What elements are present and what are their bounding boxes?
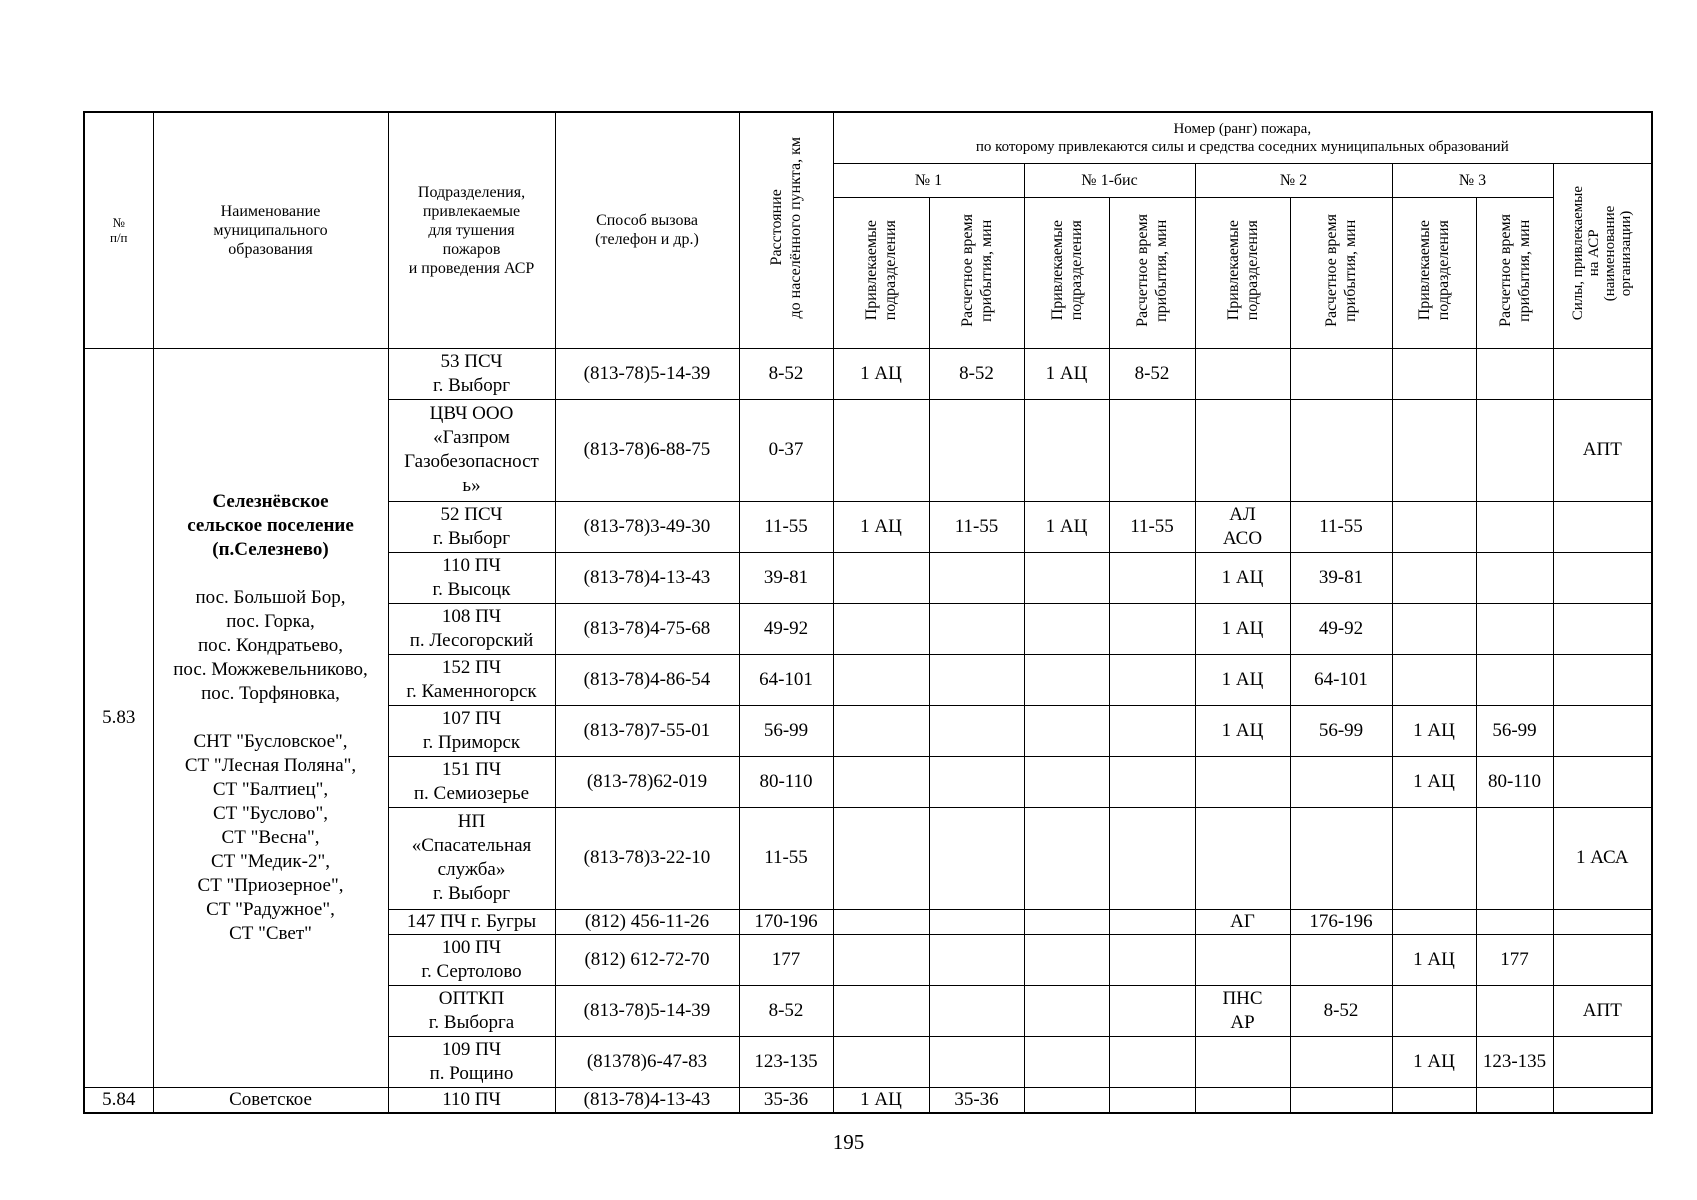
r2-units-cell	[1195, 756, 1290, 807]
header-asr-forces: Силы, привлекаемые на АСР (наименование организации)	[1553, 163, 1652, 348]
header-r1-units: Привлекаемые подразделения	[833, 197, 929, 348]
r3-units-cell: 1 АЦ	[1392, 1036, 1476, 1087]
unit-cell: НП «Спасательная служба» г. Выборг	[388, 807, 555, 909]
distance-cell: 170-196	[739, 909, 833, 934]
asr-cell	[1553, 756, 1652, 807]
unit-cell: 110 ПЧ г. Высоцк	[388, 552, 555, 603]
phone-cell: (812) 612-72-70	[555, 934, 739, 985]
r1bis-units-cell	[1024, 909, 1109, 934]
r1-time-cell	[929, 934, 1024, 985]
row-number-584: 5.84	[84, 1087, 153, 1113]
r1-units-cell	[833, 399, 929, 501]
asr-cell: АПТ	[1553, 985, 1652, 1036]
r3-time-cell	[1476, 985, 1553, 1036]
r1bis-units-cell	[1024, 654, 1109, 705]
r1bis-time-cell	[1109, 705, 1195, 756]
r1-time-cell	[929, 654, 1024, 705]
r3-time-cell	[1476, 348, 1553, 399]
r1bis-time-cell	[1109, 654, 1195, 705]
r3-time-cell	[1476, 909, 1553, 934]
r2-time-cell: 49-92	[1290, 603, 1392, 654]
header-r1-time: Расчетное время прибытия, мин	[929, 197, 1024, 348]
distance-cell: 0-37	[739, 399, 833, 501]
r2-units-cell	[1195, 1087, 1290, 1113]
asr-cell	[1553, 934, 1652, 985]
unit-cell: 107 ПЧ г. Приморск	[388, 705, 555, 756]
unit-cell: 100 ПЧ г. Сертолово	[388, 934, 555, 985]
asr-cell	[1553, 1087, 1652, 1113]
r1bis-units-cell	[1024, 756, 1109, 807]
header-rank-1: № 1	[833, 163, 1024, 197]
r1bis-time-cell	[1109, 1087, 1195, 1113]
header-units: Подразделения, привлекаемые для тушения пожаров и проведения АСР	[388, 112, 555, 348]
r1-units-cell	[833, 1036, 929, 1087]
asr-cell	[1553, 552, 1652, 603]
phone-cell: (813-78)4-75-68	[555, 603, 739, 654]
phone-cell: (813-78)5-14-39	[555, 985, 739, 1036]
r3-units-cell	[1392, 654, 1476, 705]
r1bis-units-cell	[1024, 934, 1109, 985]
r3-units-cell	[1392, 603, 1476, 654]
distance-cell: 64-101	[739, 654, 833, 705]
r3-time-cell: 177	[1476, 934, 1553, 985]
r1-units-cell	[833, 807, 929, 909]
r1-units-cell: 1 АЦ	[833, 501, 929, 552]
phone-cell: (813-78)7-55-01	[555, 705, 739, 756]
r1-time-cell	[929, 909, 1024, 934]
unit-cell: 151 ПЧ п. Семиозерье	[388, 756, 555, 807]
asr-cell	[1553, 654, 1652, 705]
r2-time-cell	[1290, 399, 1392, 501]
r1-units-cell	[833, 909, 929, 934]
r2-time-cell: 39-81	[1290, 552, 1392, 603]
fire-forces-table	[83, 111, 1653, 1114]
r2-time-cell	[1290, 1087, 1392, 1113]
distance-cell: 177	[739, 934, 833, 985]
r1-units-cell	[833, 654, 929, 705]
r3-units-cell	[1392, 348, 1476, 399]
r1-units-cell: 1 АЦ	[833, 1087, 929, 1113]
r1-units-cell	[833, 934, 929, 985]
fire-forces-table-page	[83, 111, 1651, 1110]
unit-cell: 152 ПЧ г. Каменногорск	[388, 654, 555, 705]
header-r1bis-time: Расчетное время прибытия, мин	[1109, 197, 1195, 348]
header-num: № п/п	[84, 112, 153, 348]
distance-cell: 80-110	[739, 756, 833, 807]
phone-cell: (812) 456-11-26	[555, 909, 739, 934]
r3-units-cell	[1392, 501, 1476, 552]
asr-cell	[1553, 705, 1652, 756]
r1bis-time-cell	[1109, 909, 1195, 934]
r3-units-cell: 1 АЦ	[1392, 756, 1476, 807]
unit-cell: ОПТКП г. Выборга	[388, 985, 555, 1036]
asr-cell	[1553, 1036, 1652, 1087]
r1bis-units-cell: 1 АЦ	[1024, 501, 1109, 552]
header-distance: Расстояние до населённого пункта, км	[739, 112, 833, 348]
r3-units-cell: 1 АЦ	[1392, 934, 1476, 985]
asr-cell: АПТ	[1553, 399, 1652, 501]
r1-time-cell	[929, 552, 1024, 603]
r3-units-cell	[1392, 985, 1476, 1036]
r3-time-cell	[1476, 552, 1553, 603]
r2-units-cell: ПНС АР	[1195, 985, 1290, 1036]
r1-units-cell	[833, 756, 929, 807]
distance-cell: 11-55	[739, 501, 833, 552]
r3-units-cell	[1392, 909, 1476, 934]
r1-time-cell	[929, 756, 1024, 807]
distance-cell: 35-36	[739, 1087, 833, 1113]
asr-cell	[1553, 909, 1652, 934]
r2-time-cell	[1290, 934, 1392, 985]
r1-time-cell	[929, 1036, 1024, 1087]
r3-units-cell	[1392, 1087, 1476, 1113]
r2-units-cell: 1 АЦ	[1195, 552, 1290, 603]
r1bis-units-cell	[1024, 399, 1109, 501]
distance-cell: 11-55	[739, 807, 833, 909]
municipality-name: Селезнёвское сельское поселение (п.Селезнево)	[187, 490, 354, 560]
r1-time-cell	[929, 399, 1024, 501]
r1bis-units-cell	[1024, 985, 1109, 1036]
r3-time-cell: 56-99	[1476, 705, 1553, 756]
r1bis-time-cell	[1109, 603, 1195, 654]
phone-cell: (813-78)5-14-39	[555, 348, 739, 399]
r2-time-cell: 176-196	[1290, 909, 1392, 934]
table-row	[84, 348, 1652, 399]
r1bis-time-cell	[1109, 985, 1195, 1036]
phone-cell: (813-78)4-86-54	[555, 654, 739, 705]
r2-units-cell: АЛ АСО	[1195, 501, 1290, 552]
header-r2-units: Привлекаемые подразделения	[1195, 197, 1290, 348]
r1bis-units-cell	[1024, 1036, 1109, 1087]
distance-cell: 8-52	[739, 985, 833, 1036]
r2-time-cell	[1290, 1036, 1392, 1087]
asr-cell	[1553, 348, 1652, 399]
row-number-583: 5.83	[84, 348, 153, 1087]
header-rank-2: № 2	[1195, 163, 1392, 197]
r2-units-cell	[1195, 399, 1290, 501]
r2-units-cell: 1 АЦ	[1195, 603, 1290, 654]
unit-cell: 110 ПЧ	[388, 1087, 555, 1113]
r1-units-cell: 1 АЦ	[833, 348, 929, 399]
header-fire-rank: Номер (ранг) пожара, по которому привлекаются силы и средства соседних муниципальных образований	[833, 112, 1652, 163]
distance-cell: 8-52	[739, 348, 833, 399]
r3-time-cell	[1476, 399, 1553, 501]
r3-units-cell: 1 АЦ	[1392, 705, 1476, 756]
r1bis-time-cell	[1109, 552, 1195, 603]
r1bis-time-cell	[1109, 1036, 1195, 1087]
unit-cell: 53 ПСЧ г. Выборг	[388, 348, 555, 399]
r3-time-cell: 123-135	[1476, 1036, 1553, 1087]
r1-units-cell	[833, 705, 929, 756]
table-row-584	[84, 1087, 1652, 1113]
r1bis-time-cell	[1109, 399, 1195, 501]
r3-units-cell	[1392, 807, 1476, 909]
r2-time-cell: 64-101	[1290, 654, 1392, 705]
r2-units-cell	[1195, 348, 1290, 399]
r1-time-cell	[929, 807, 1024, 909]
r1bis-units-cell: 1 АЦ	[1024, 348, 1109, 399]
header-r3-time: Расчетное время прибытия, мин	[1476, 197, 1553, 348]
header-rank-1bis: № 1-бис	[1024, 163, 1195, 197]
r1bis-time-cell	[1109, 756, 1195, 807]
r1-units-cell	[833, 985, 929, 1036]
r1bis-units-cell	[1024, 603, 1109, 654]
header-municipality: Наименование муниципального образования	[153, 112, 388, 348]
r2-units-cell	[1195, 934, 1290, 985]
r2-time-cell	[1290, 807, 1392, 909]
r1bis-time-cell: 11-55	[1109, 501, 1195, 552]
r2-units-cell	[1195, 1036, 1290, 1087]
r1-time-cell	[929, 985, 1024, 1036]
r2-units-cell: 1 АЦ	[1195, 705, 1290, 756]
r2-time-cell: 56-99	[1290, 705, 1392, 756]
settlements-list: пос. Большой Бор, пос. Горка, пос. Кондратьево, пос. Можжевельниково, пос. Торфяновка, СНТ "Бусловское", СТ "Лесная Поляна", СТ "Балтиец", СТ "Буслово", СТ "Весна", СТ "Медик-2", СТ "Приозерное", СТ "Радужное", СТ "Свет"	[173, 586, 368, 944]
phone-cell: (813-78)4-13-43	[555, 1087, 739, 1113]
r3-time-cell	[1476, 603, 1553, 654]
distance-cell: 39-81	[739, 552, 833, 603]
distance-cell: 56-99	[739, 705, 833, 756]
phone-cell: (81378)6-47-83	[555, 1036, 739, 1087]
unit-cell: 108 ПЧ п. Лесогорский	[388, 603, 555, 654]
r1-time-cell	[929, 705, 1024, 756]
r2-time-cell	[1290, 348, 1392, 399]
r1-time-cell	[929, 603, 1024, 654]
municipality-name-584: Советское	[153, 1087, 388, 1113]
header-r3-units: Привлекаемые подразделения	[1392, 197, 1476, 348]
asr-cell: 1 АСА	[1553, 807, 1652, 909]
distance-cell: 49-92	[739, 603, 833, 654]
r1bis-time-cell	[1109, 807, 1195, 909]
municipality-cell-583	[153, 348, 388, 1087]
r1-time-cell: 8-52	[929, 348, 1024, 399]
r1-time-cell: 35-36	[929, 1087, 1024, 1113]
unit-cell: 109 ПЧ п. Рощино	[388, 1036, 555, 1087]
header-rank-3: № 3	[1392, 163, 1553, 197]
r2-time-cell	[1290, 756, 1392, 807]
r2-time-cell: 11-55	[1290, 501, 1392, 552]
r3-time-cell	[1476, 807, 1553, 909]
r3-time-cell	[1476, 654, 1553, 705]
r2-units-cell	[1195, 807, 1290, 909]
r1-units-cell	[833, 603, 929, 654]
r1-time-cell: 11-55	[929, 501, 1024, 552]
phone-cell: (813-78)62-019	[555, 756, 739, 807]
r3-time-cell: 80-110	[1476, 756, 1553, 807]
unit-cell: 147 ПЧ г. Бугры	[388, 909, 555, 934]
r3-time-cell	[1476, 501, 1553, 552]
page-number: 195	[832, 1130, 865, 1154]
unit-cell: ЦВЧ ООО «Газпром Газобезопасност ь»	[388, 399, 555, 501]
r3-units-cell	[1392, 399, 1476, 501]
unit-cell: 52 ПСЧ г. Выборг	[388, 501, 555, 552]
r1bis-units-cell	[1024, 705, 1109, 756]
header-r2-time: Расчетное время прибытия, мин	[1290, 197, 1392, 348]
r2-units-cell: АГ	[1195, 909, 1290, 934]
asr-cell	[1553, 603, 1652, 654]
r1bis-units-cell	[1024, 807, 1109, 909]
phone-cell: (813-78)3-22-10	[555, 807, 739, 909]
r3-time-cell	[1476, 1087, 1553, 1113]
distance-cell: 123-135	[739, 1036, 833, 1087]
r1bis-units-cell	[1024, 552, 1109, 603]
r1-units-cell	[833, 552, 929, 603]
phone-cell: (813-78)3-49-30	[555, 501, 739, 552]
r2-units-cell: 1 АЦ	[1195, 654, 1290, 705]
phone-cell: (813-78)6-88-75	[555, 399, 739, 501]
asr-cell	[1553, 501, 1652, 552]
phone-cell: (813-78)4-13-43	[555, 552, 739, 603]
r1bis-time-cell	[1109, 934, 1195, 985]
r1bis-time-cell: 8-52	[1109, 348, 1195, 399]
r1bis-units-cell	[1024, 1087, 1109, 1113]
header-call-method: Способ вызова (телефон и др.)	[555, 112, 739, 348]
r3-units-cell	[1392, 552, 1476, 603]
header-r1bis-units: Привлекаемые подразделения	[1024, 197, 1109, 348]
r2-time-cell: 8-52	[1290, 985, 1392, 1036]
